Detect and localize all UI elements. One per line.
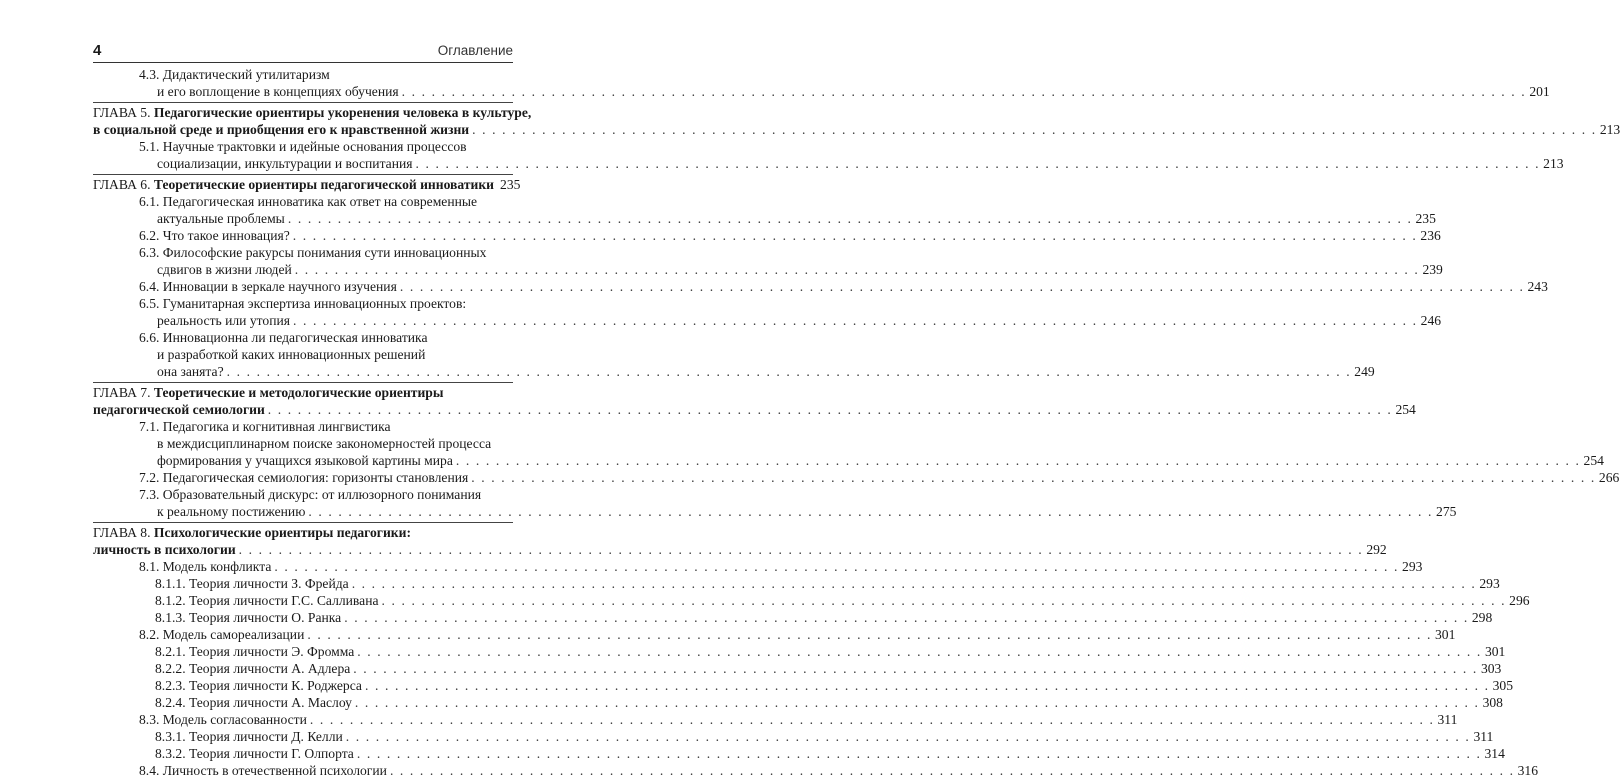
toc-subsection[interactable] — [93, 728, 1494, 745]
leader-dots — [472, 121, 1597, 138]
entry-title: актуальные проблемы — [157, 211, 285, 226]
chapter-title-text: педагогической семиологии — [93, 402, 265, 417]
toc-line — [93, 541, 1387, 558]
entry-title: 8.3.2. Теория личности Г. Олпорта — [155, 746, 354, 761]
toc-line — [139, 83, 1550, 100]
page-ref: 266 — [1598, 470, 1620, 485]
leader-dots — [357, 643, 1482, 660]
leader-dots — [416, 156, 1541, 171]
entry-title: 8.2.1. Теория личности Э. Фромма — [155, 644, 355, 659]
leader-dots — [353, 660, 1478, 677]
toc-line — [93, 176, 521, 193]
toc-section[interactable] — [93, 418, 1604, 469]
entry-title: 8.2.3. Теория личности К. Роджерса — [155, 678, 362, 693]
toc-section[interactable] — [93, 227, 1441, 244]
entry-title: 4.3. Дидактический утилитаризм — [139, 67, 330, 82]
leader-dots — [344, 609, 1469, 626]
chapter-title — [93, 384, 443, 401]
toc-subsection[interactable] — [93, 745, 1505, 762]
toc-line — [139, 210, 1436, 227]
leader-dots — [365, 677, 1490, 694]
leader-dots — [382, 592, 1507, 609]
entry-title: 8.3. Модель согласованности — [139, 712, 307, 727]
leader-dots — [293, 227, 1418, 244]
leader-dots — [471, 469, 1596, 486]
entry-title: 8.4. Личность в отечественной психологии — [139, 763, 387, 778]
toc-chapter[interactable] — [93, 102, 1620, 138]
toc-section[interactable] — [93, 244, 1443, 278]
toc-line — [139, 193, 513, 210]
toc-line — [139, 312, 1442, 329]
leader-dots — [288, 211, 1413, 226]
toc-line — [155, 677, 1514, 694]
toc-line — [155, 609, 1493, 626]
leader-dots — [295, 262, 1420, 277]
toc-section[interactable] — [93, 66, 1550, 100]
leader-dots — [274, 558, 1399, 575]
page-ref: 254 — [1583, 453, 1604, 468]
leader-dots — [310, 711, 1435, 728]
chapter-label: ГЛАВА 5. — [93, 105, 154, 120]
toc-subsection[interactable] — [93, 643, 1506, 660]
entry-title: к реальному постижению — [157, 504, 306, 519]
toc-line — [139, 295, 513, 312]
page-ref: 298 — [1471, 610, 1493, 625]
page-ref: 314 — [1484, 746, 1505, 761]
chapter-title-text: личность в психологии — [93, 542, 236, 557]
page-ref: 246 — [1420, 313, 1442, 328]
leader-dots — [307, 626, 1432, 643]
header-rule — [93, 62, 513, 63]
leader-dots — [390, 762, 1515, 779]
entry-title: 8.3.1. Теория личности Д. Келли — [155, 729, 343, 744]
chapter-label: ГЛАВА 8. — [93, 525, 154, 540]
toc-line — [139, 278, 1548, 295]
page-ref: 235 — [500, 177, 521, 192]
toc-line — [155, 592, 1530, 609]
entry-title: 6.3. Философские ракурсы понимания сути инновационных — [139, 245, 487, 260]
chapter-title — [93, 524, 411, 541]
chapter-title — [93, 104, 531, 121]
toc-line — [155, 575, 1500, 592]
page-ref: 292 — [1366, 542, 1387, 557]
toc-subsection[interactable] — [93, 575, 1500, 592]
entry-title: 7.2. Педагогическая семиология: горизонты становления — [139, 470, 469, 485]
page-ref: 316 — [1517, 763, 1538, 778]
entry-title: 8.1. Модель конфликта — [139, 559, 272, 574]
page-ref: 311 — [1437, 712, 1458, 727]
page-ref: 275 — [1436, 504, 1457, 519]
entry-title: 6.1. Педагогическая инноватика как ответ на современные — [139, 194, 478, 209]
toc-line — [139, 261, 1443, 278]
chapter-label: ГЛАВА 6. — [93, 177, 154, 192]
chapter-label: ГЛАВА 7. — [93, 385, 154, 400]
leader-dots — [239, 541, 1364, 558]
toc-section[interactable] — [93, 486, 1457, 520]
toc-line — [139, 626, 1456, 643]
page-ref: 293 — [1479, 576, 1500, 591]
toc-line — [139, 486, 513, 503]
toc-section[interactable] — [93, 469, 1620, 486]
entry-title: реальность или утопия — [157, 313, 291, 328]
page-ref: 301 — [1484, 644, 1506, 659]
toc-chapter[interactable] — [93, 174, 521, 193]
toc-line — [93, 121, 1620, 138]
toc-section[interactable] — [93, 329, 1375, 380]
page-ref: 243 — [1527, 279, 1548, 294]
page-ref: 213 — [1543, 156, 1564, 171]
toc-line — [139, 469, 1620, 486]
toc-line — [139, 138, 513, 155]
toc-line — [155, 643, 1506, 660]
toc-subsection[interactable] — [93, 609, 1493, 626]
leader-dots — [402, 84, 1527, 99]
page-ref: 303 — [1480, 661, 1502, 676]
leader-dots — [352, 575, 1477, 592]
chapter-title-text: в социальной среде и приобщения его к нравственной жизни — [93, 122, 470, 137]
entry-title: и разработкой каких инновационных решений — [157, 347, 426, 362]
toc-line — [155, 745, 1505, 762]
header-title: Оглавление — [437, 43, 513, 58]
leader-dots — [346, 728, 1471, 745]
chapter-title-text: Психологические ориентиры педагогики: — [153, 525, 411, 540]
toc-section[interactable] — [93, 558, 1423, 575]
page-ref: 305 — [1492, 678, 1514, 693]
toc-line — [139, 435, 513, 452]
toc-section[interactable] — [93, 762, 1538, 779]
leader-dots — [308, 504, 1433, 519]
toc-line — [139, 329, 513, 346]
toc-chapter[interactable] — [93, 522, 1387, 558]
entry-title: социализации, инкультурации и воспитания — [157, 156, 413, 171]
entry-title: 7.3. Образовательный дискурс: от иллюзорного понимания — [139, 487, 482, 502]
page-ref: 301 — [1435, 627, 1456, 642]
toc-line — [93, 384, 513, 401]
toc-section[interactable] — [93, 295, 1442, 329]
toc-subsection[interactable] — [93, 660, 1502, 677]
chapter-title-text: Педагогические ориентиры укоренения человека в культуре, — [153, 105, 532, 120]
page-ref: 293 — [1402, 559, 1423, 574]
toc-line — [139, 503, 1457, 520]
entry-title: 8.1.1. Теория личности З. Фрейда — [155, 576, 349, 591]
toc-section[interactable] — [93, 138, 1564, 172]
chapter-title — [93, 401, 265, 418]
entry-title: 8.2.4. Теория личности А. Маслоу — [155, 695, 352, 710]
toc-line — [139, 711, 1458, 728]
page-ref: 213 — [1599, 122, 1620, 137]
page-ref: 235 — [1415, 211, 1436, 226]
entry-title: формирования у учащихся языковой картины мира — [157, 453, 453, 468]
entry-title: 6.4. Инновации в зеркале научного изучения — [139, 279, 397, 294]
page-ref: 201 — [1529, 84, 1550, 99]
toc-line — [93, 104, 532, 121]
leader-dots — [355, 694, 1480, 711]
toc-line — [155, 694, 1503, 711]
entry-title: 8.1.2. Теория личности Г.С. Салливана — [155, 593, 379, 608]
toc-line — [139, 452, 1604, 469]
leader-dots — [268, 401, 1393, 418]
page-ref: 296 — [1509, 593, 1530, 608]
page-ref: 308 — [1482, 695, 1503, 710]
toc-line — [139, 363, 1375, 380]
toc-line — [139, 418, 513, 435]
page-ref: 254 — [1395, 402, 1416, 417]
entry-title: 8.2.2. Теория личности А. Адлера — [155, 661, 351, 676]
toc-line — [139, 762, 1538, 779]
toc-line — [93, 401, 1416, 418]
chapter-title — [93, 176, 494, 193]
page-ref: 236 — [1420, 228, 1441, 243]
leader-dots — [456, 453, 1581, 468]
toc-line — [139, 66, 513, 83]
chapter-title-text: Теоретические и методологические ориентиры — [153, 385, 444, 400]
entry-title: 8.2. Модель самореализации — [139, 627, 305, 642]
page-number: 4 — [93, 42, 102, 59]
toc-line — [155, 728, 1494, 745]
chapter-title — [93, 541, 236, 558]
toc-chapter[interactable] — [93, 382, 1416, 418]
leader-dots — [227, 364, 1352, 379]
toc-section[interactable] — [93, 626, 1456, 643]
entry-title: она занята? — [157, 364, 224, 379]
entry-title: сдвигов в жизни людей — [157, 262, 292, 277]
entry-title: 8.1.3. Теория личности О. Ранка — [155, 610, 342, 625]
toc-line — [139, 558, 1423, 575]
leader-dots — [357, 745, 1482, 762]
page-ref: 239 — [1422, 262, 1443, 277]
leader-dots — [293, 313, 1418, 328]
toc-section[interactable] — [93, 193, 1436, 227]
entry-title: 5.1. Научные трактовки и идейные основания процессов — [139, 139, 467, 154]
entry-title: 6.5. Гуманитарная экспертиза инновационных проектов: — [139, 296, 467, 311]
toc-section[interactable] — [93, 711, 1458, 728]
entry-title: и его воплощение в концепциях обучения — [157, 84, 399, 99]
toc-line — [139, 155, 1564, 172]
entry-title: 7.1. Педагогика и когнитивная лингвистика — [139, 419, 391, 434]
page-header — [93, 40, 513, 60]
toc-line — [139, 244, 513, 261]
chapter-title-text: Теоретические ориентиры педагогической инноватики — [153, 177, 495, 192]
toc-subsection[interactable] — [93, 694, 1503, 711]
toc-line — [93, 524, 513, 541]
toc-line — [139, 227, 1441, 244]
table-of-contents — [93, 66, 1620, 779]
page-ref: 311 — [1473, 729, 1494, 744]
entry-title: 6.2. Что такое инновация? — [139, 228, 290, 243]
toc-subsection[interactable] — [93, 592, 1530, 609]
toc-section[interactable] — [93, 278, 1548, 295]
toc-subsection[interactable] — [93, 677, 1514, 694]
toc-line — [155, 660, 1502, 677]
entry-title: 6.6. Инновационна ли педагогическая инноватика — [139, 330, 428, 345]
leader-dots — [400, 278, 1525, 295]
toc-line — [139, 346, 513, 363]
page-ref: 249 — [1354, 364, 1375, 379]
chapter-title — [93, 121, 469, 138]
entry-title: в междисциплинарном поиске закономерностей процесса — [157, 436, 492, 451]
